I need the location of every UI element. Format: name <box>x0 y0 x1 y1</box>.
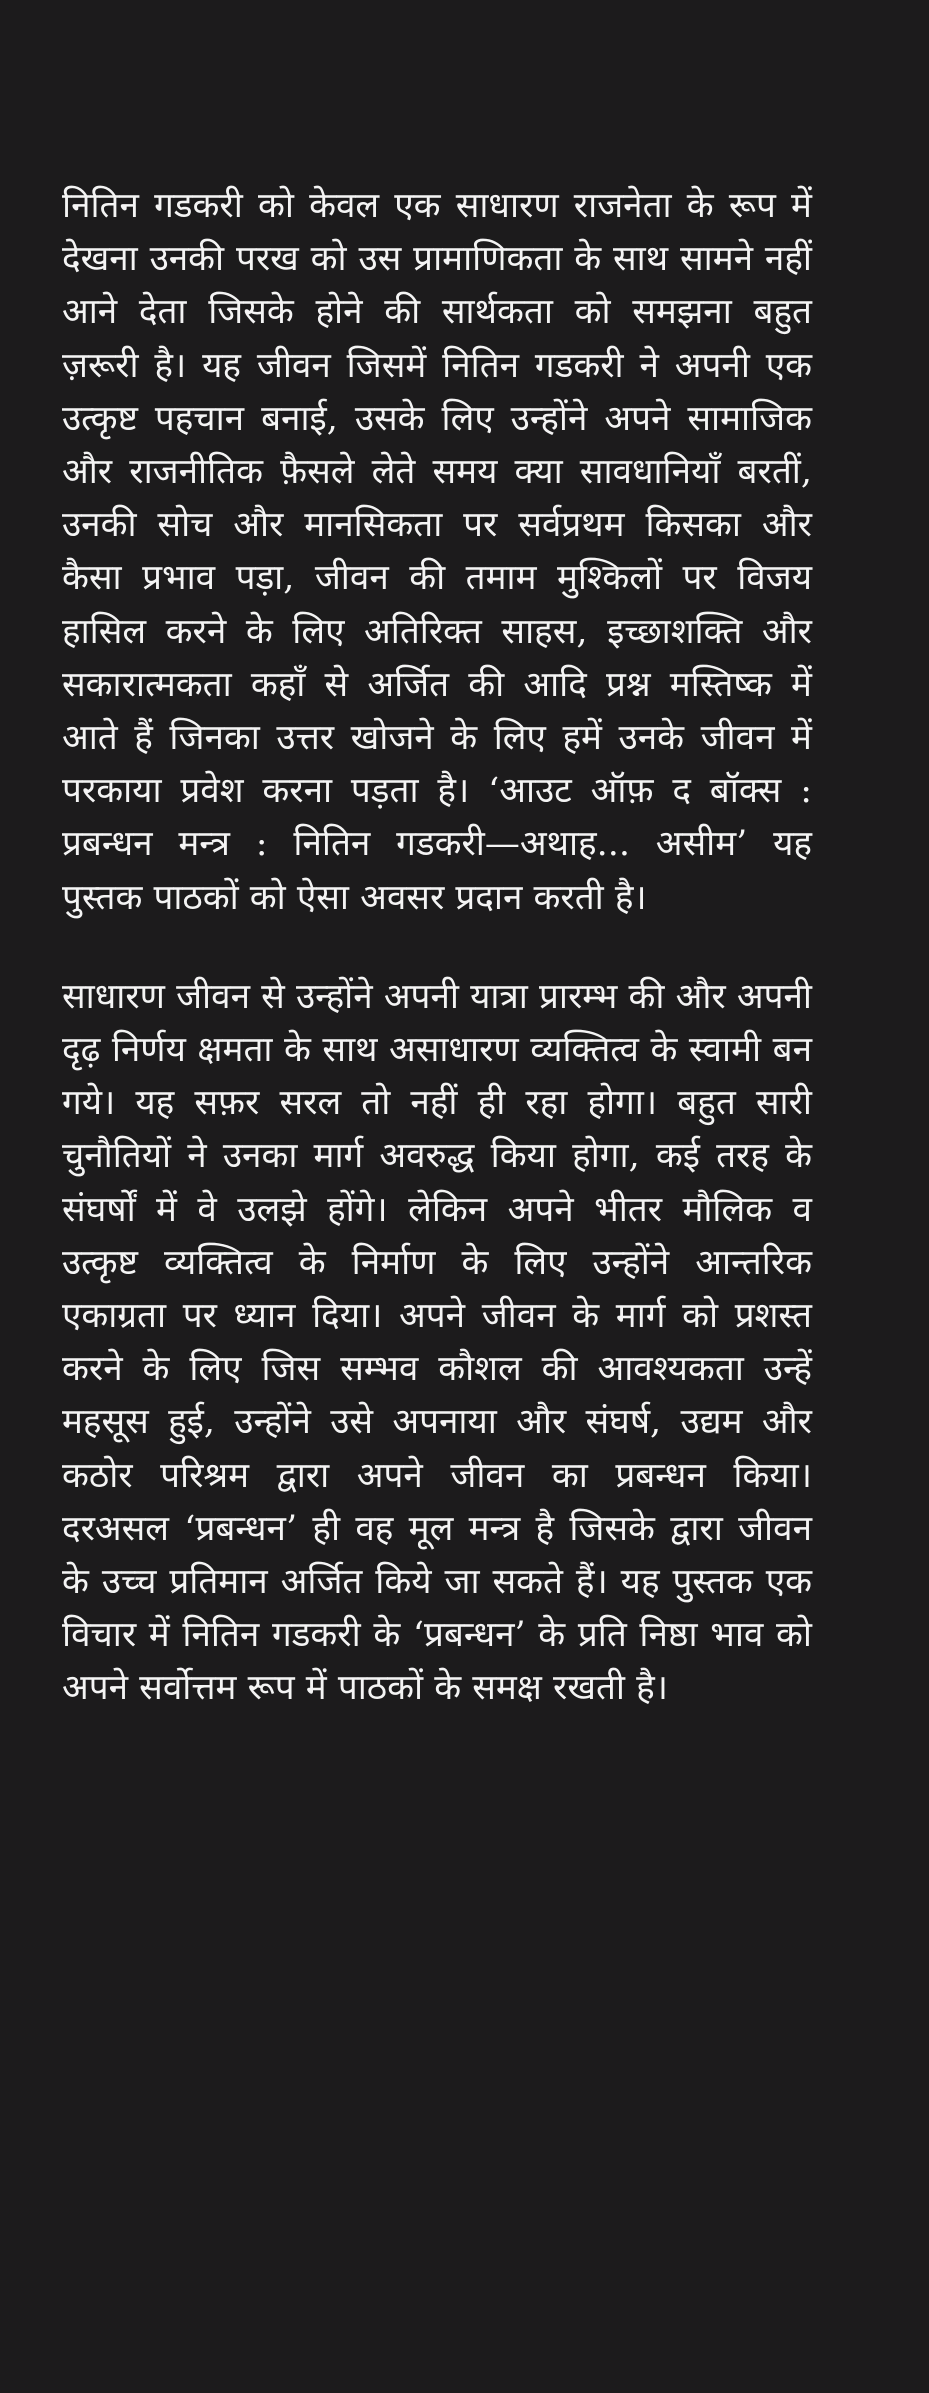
blurb-paragraph-1: नितिन गडकरी को केवल एक साधारण राजनेता के रूप में देखना उनकी परख को उस प्रामाणिकता के साथ सामने नहीं आने देता जिसके होने की सार्थकता को समझना बहुत ज़रूरी है। यह जीवन जिसमें नितिन गडकरी ने अपनी एक उत्कृष्ट पहचान बनाई, उसके लिए उन्होंने अपने सामाजिक और राजनीतिक फ़ैसले लेते समय क्या सावधानियाँ बरतीं, उनकी सोच और मानसिकता पर सर्वप्रथम किसका और कैसा प्रभाव पड़ा, जीवन की तमाम मुश्किलों पर विजय हासिल करने के लिए अतिरिक्त साहस, इच्छाशक्ति और सकारात्मकता कहाँ से अर्जित की आदि प्रश्न मस्तिष्क में आते हैं जिनका उत्तर खोजने के लिए हमें उनके जीवन में परकाया प्रवेश करना पड़ता है। ‘आउट ऑफ़ द बॉक्स : प्रबन्धन मन्त्र : नितिन गडकरी—अथाह... असीम’ यह पुस्तक पाठकों को ऐसा अवसर प्रदान करती है। <box>62 186 812 918</box>
blurb-paragraph-2: साधारण जीवन से उन्होंने अपनी यात्रा प्रारम्भ की और अपनी दृढ़ निर्णय क्षमता के साथ असाधारण व्यक्तित्व के स्वामी बन गये। यह सफ़र सरल तो नहीं ही रहा होगा। बहुत सारी चुनौतियों ने उनका मार्ग अवरुद्ध किया होगा, कई तरह के संघर्षों में वे उलझे होंगे। लेकिन अपने भीतर मौलिक व उत्कृष्ट व्यक्तित्व के निर्माण के लिए उन्होंने आन्तरिक एकाग्रता पर ध्यान दिया। अपने जीवन के मार्ग को प्रशस्त करने के लिए जिस सम्भव कौशल की आवश्यकता उन्हें महसूस हुई, उन्होंने उसे अपनाया और संघर्ष, उद्यम और कठोर परिश्रम द्वारा अपने जीवन का प्रबन्धन किया। दरअसल ‘प्रबन्धन’ ही वह मूल मन्त्र है जिसके द्वारा जीवन के उच्च प्रतिमान अर्जित किये जा सकते हैं। यह पुस्तक एक विचार में नितिन गडकरी के ‘प्रबन्धन’ के प्रति निष्ठा भाव को अपने सर्वोत्तम रूप में पाठकों के समक्ष रखती है। <box>62 976 812 1709</box>
book-blurb <box>62 180 812 1716</box>
